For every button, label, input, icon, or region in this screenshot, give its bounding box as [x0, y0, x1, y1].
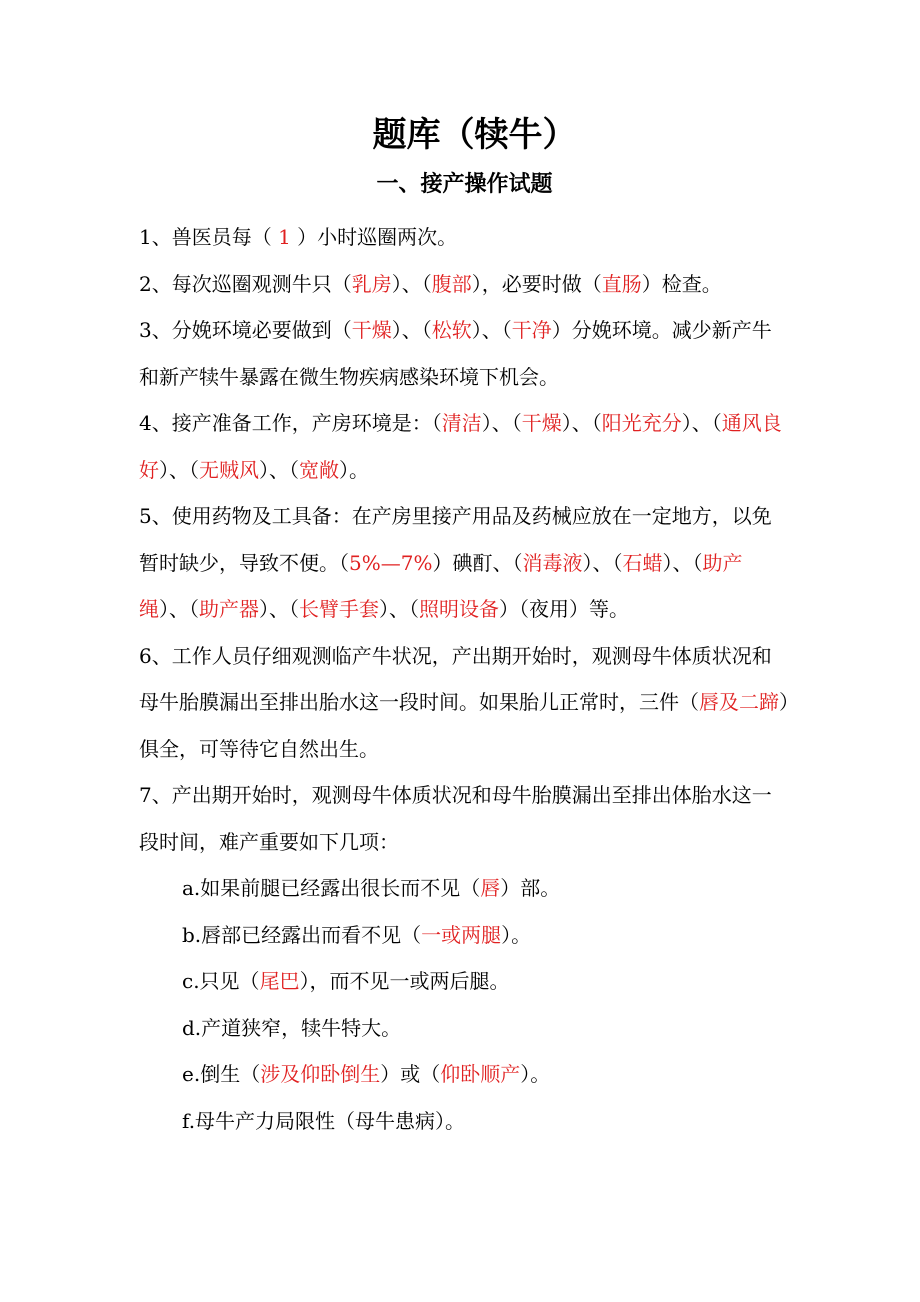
question-text: ）、（	[662, 550, 703, 575]
answer-text: 唇及二蹄	[699, 690, 779, 714]
option-f	[139, 1098, 790, 1145]
question-4	[139, 400, 790, 493]
answer-text: 无贼风	[199, 457, 259, 482]
question-text: ）、（	[561, 411, 602, 435]
question-text: b.唇部已经露出而看不见（	[182, 922, 422, 947]
question-text: ）检查。	[641, 271, 722, 296]
question-text: ），而不见一或两后腿。	[299, 969, 510, 993]
question-text: 6、工作人员仔细观测临产牛状况，产出期开始时，观测母牛体质状况和母牛胎膜漏出至排出胎水这一段时间。如果胎儿正常时，三件（	[139, 643, 772, 714]
option-d	[139, 1005, 790, 1052]
question-text: a.如果前腿已经露出很长而不见（	[182, 876, 481, 900]
question-text: 2、每次巡圈观测牛只（	[139, 271, 352, 296]
question-text: 7、产出期开始时，观测母牛体质状况和母牛胎膜漏出至排出体胎水这一段时间，难产重要如下几项：	[139, 783, 772, 854]
question-text: ）、（	[391, 271, 432, 296]
option-list	[139, 865, 790, 1144]
question-text: ）、（	[379, 597, 419, 621]
section-heading: 一、接产操作试题	[376, 171, 553, 197]
question-text: ）、（	[159, 457, 199, 482]
option-b	[139, 912, 790, 959]
question-list	[139, 214, 790, 865]
answer-text: 直肠	[601, 271, 642, 296]
option-c	[139, 958, 790, 1005]
answer-text: 消毒液	[522, 550, 583, 575]
question-text: 5、使用药物及工具备：在产房里接产用品及药械应放在一定地方，以免暂时缺少，导致不便。（	[139, 504, 772, 575]
question-text: 4、接产准备工作，产房环境是：（	[139, 411, 442, 435]
question-2	[139, 261, 790, 308]
answer-text: 长臂手套	[299, 597, 379, 621]
question-text: ）俱全，可等待它自然出生。	[139, 690, 789, 761]
answer-text: 仰卧顺产	[440, 1062, 521, 1086]
question-text: e.倒生（	[182, 1062, 261, 1086]
question-text: ），必要时做（	[471, 271, 602, 296]
question-5	[139, 493, 790, 633]
question-text: ）（夜用）等。	[499, 597, 629, 621]
question-text: ）分娩环境。减少新产牛和新产犊牛暴露在微生物疾病感染环境下机会。	[139, 318, 772, 389]
question-text: ）、（	[582, 550, 623, 575]
answer-text: 阳光充分	[601, 411, 682, 435]
question-text: 1、兽医员每（	[139, 225, 279, 249]
answer-text: 乳房	[351, 271, 392, 296]
question-text: ）、（	[471, 318, 512, 342]
answer-text: 干燥	[521, 411, 562, 435]
answer-text: 尾巴	[259, 969, 300, 993]
question-text: ）、（	[481, 411, 522, 435]
answer-text: 助产绳	[139, 550, 743, 621]
answer-text: 松软	[431, 318, 472, 342]
question-text: ）部。	[500, 876, 561, 900]
answer-text: 宽敞	[299, 457, 339, 482]
answer-text: 助产器	[199, 597, 259, 621]
question-text: ）、（	[681, 411, 722, 435]
answer-text: 通风良好	[139, 411, 782, 482]
question-6	[139, 633, 790, 773]
option-a	[139, 865, 790, 912]
option-e	[139, 1051, 790, 1098]
question-3	[139, 307, 790, 400]
answer-text: 1	[278, 225, 291, 249]
answer-text: 石蜡	[622, 550, 663, 575]
answer-text: 腹部	[431, 271, 472, 296]
question-text: ）小时巡圈两次。	[290, 225, 458, 249]
answer-text: 干净	[511, 318, 552, 342]
question-text: f.母牛产力局限性（母牛患病）。	[182, 1108, 466, 1133]
answer-text: 唇	[480, 876, 501, 900]
question-text: ）、（	[159, 597, 199, 621]
question-text: ）碘酊、（	[432, 550, 523, 575]
question-text: ）。	[501, 922, 532, 947]
question-text: d.产道狭窄，犊牛特大。	[182, 1015, 402, 1040]
question-1	[139, 214, 790, 261]
question-text: ）、（	[391, 318, 432, 342]
answer-text: 5%—7%	[349, 550, 433, 575]
document-title: 题库（犊牛）	[372, 115, 577, 155]
question-text: ）、（	[259, 457, 299, 482]
question-text: ）或（	[380, 1062, 441, 1086]
answer-text: 清洁	[441, 411, 482, 435]
question-text: 3、分娩环境必要做到（	[139, 318, 352, 342]
question-text: ）。	[339, 457, 369, 482]
question-text: c.只见（	[182, 969, 260, 993]
question-text: ）。	[520, 1062, 551, 1086]
question-text: ）、（	[259, 597, 299, 621]
question-7	[139, 772, 790, 865]
answer-text: 照明设备	[419, 597, 499, 621]
answer-text: 一或两腿	[421, 922, 502, 947]
answer-text: 涉及仰卧倒生	[260, 1062, 381, 1086]
answer-text: 干燥	[351, 318, 392, 342]
